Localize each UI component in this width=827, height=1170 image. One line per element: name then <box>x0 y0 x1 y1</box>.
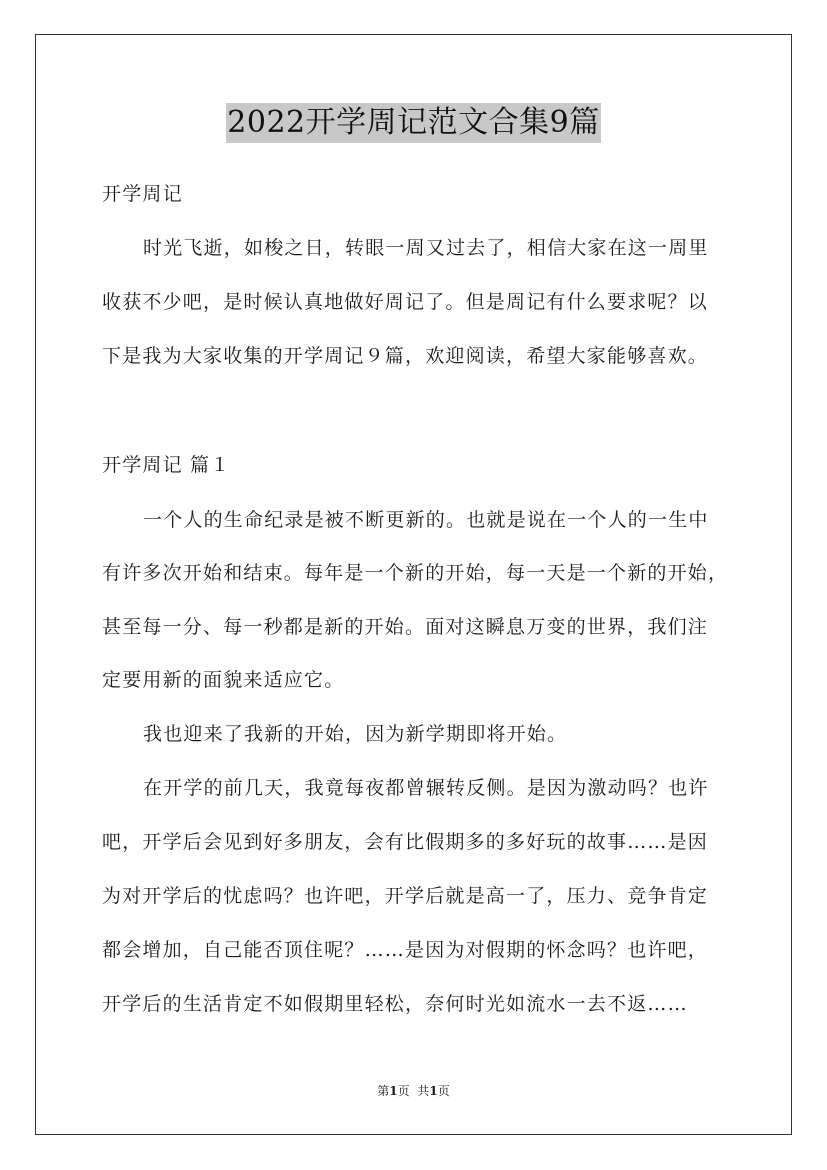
title-container <box>0 103 827 143</box>
paragraph-line: 吧，开学后会见到好多朋友，会有比假期多的多好玩的故事……是因 <box>102 831 709 853</box>
intro-line: 时光飞逝，如梭之日，转眼一周又过去了，相信大家在这一周里 <box>143 237 709 259</box>
paragraph-line: 为对开学后的忧虑吗？也许吧，开学后就是高一了，压力、竞争肯定 <box>102 885 709 907</box>
paragraph-line: 有许多次开始和结束。每年是一个新的开始，每一天是一个新的开始， <box>102 562 729 584</box>
paragraph-line: 一个人的生命纪录是被不断更新的。也就是说在一个人的一生中 <box>143 509 709 531</box>
paragraph-line: 开学后的生活肯定不如假期里轻松，奈何时光如流水一去不返…… <box>102 993 688 1015</box>
paragraph-line: 我也迎来了我新的开始，因为新学期即将开始。 <box>143 723 568 745</box>
paragraph-line: 定要用新的面貌来适应它。 <box>102 669 345 691</box>
page-prefix: 第 <box>377 1084 390 1098</box>
intro-line: 下是我为大家收集的开学周记９篇，欢迎阅读，希望大家能够喜欢。 <box>102 345 709 367</box>
section-heading: 开学周记 <box>102 183 183 205</box>
page-suffix: 页 <box>397 1084 410 1098</box>
page-number: 1 <box>389 1084 398 1098</box>
page-footer <box>0 1083 827 1099</box>
article-heading: 开学周记 篇１ <box>102 454 231 476</box>
intro-line: 收获不少吧，是时候认真地做好周记了。但是周记有什么要求呢？以 <box>102 291 709 313</box>
total-pages: 1 <box>429 1084 438 1098</box>
paragraph-line: 都会增加，自己能否顶住呢？……是因为对假期的怀念吗？也许吧， <box>102 939 709 961</box>
total-suffix: 页 <box>437 1084 450 1098</box>
paragraph-line: 甚至每一分、每一秒都是新的开始。面对这瞬息万变的世界，我们注 <box>102 616 709 638</box>
paragraph-line: 在开学的前几天，我竟每夜都曾辗转反侧。是因为激动吗？也许 <box>143 777 709 799</box>
total-prefix: 共 <box>417 1084 430 1098</box>
document-title: 2022开学周记范文合集9篇 <box>226 103 600 143</box>
